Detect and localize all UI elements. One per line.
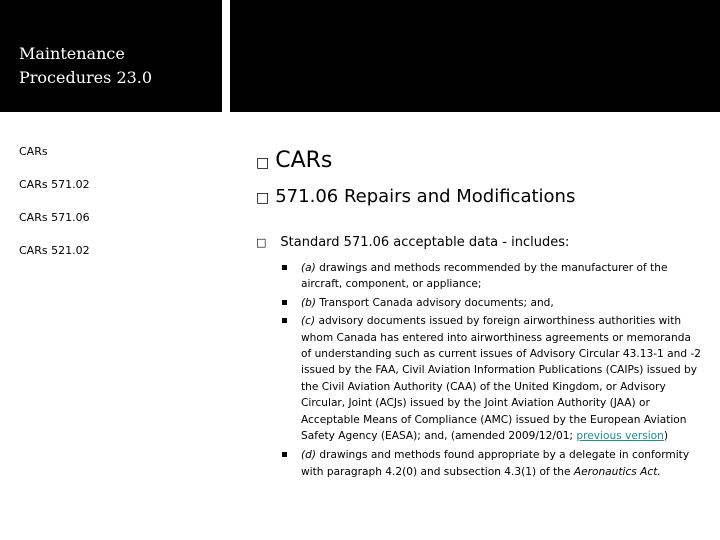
sub-heading <box>256 186 575 207</box>
slide-title-line2: Procedures 23.0 <box>19 68 153 87</box>
list-item <box>282 447 702 480</box>
box-bullet-icon: □ <box>256 236 267 249</box>
level1-text: Standard 571.06 acceptable data - includes: <box>280 235 570 250</box>
square-bullet-icon <box>282 318 287 323</box>
item-prefix: (a) <box>301 262 316 274</box>
list-item <box>282 260 702 293</box>
square-bullet-icon <box>282 300 287 305</box>
sidebar-item-cars[interactable]: CARs <box>19 145 48 158</box>
title-box <box>0 0 222 112</box>
square-bullet-icon <box>282 265 287 270</box>
slide-title-line1: Maintenance <box>19 44 125 63</box>
box-bullet-icon: □ <box>256 155 270 171</box>
item-prefix: (b) <box>301 296 316 309</box>
item-italic-tail: Aeronautics Act. <box>573 465 661 478</box>
header-banner <box>230 0 720 112</box>
item-text: advisory documents issued by foreign airworthiness authorities with whom Canada has entered into airworthiness agreements or memoranda of understanding such as current issues of Advisory Circular 43.13-1 and -2 issued by the FAA, Civil Aviation Information Publications (CAIPs) issued by the Civil Aviation Authority (CAA) of the United Kingdom, or Advisory Circular, Joint (ACJs) issued by the Joint Aviation Authority (JAA) or Acceptable Means of Compliance (AMC) issued by the European Aviation Safety Agency (EASA); and, (amended 2009/12/01; <box>301 315 702 443</box>
item-text: drawings and methods found appropriate by a delegate in conformity with paragraph 4.2(0) and subsection 4.3(1) of the <box>301 449 690 478</box>
square-bullet-icon <box>282 452 287 457</box>
box-bullet-icon: □ <box>256 190 270 206</box>
sub-heading-text: 571.06 Repairs and Modifications <box>275 186 576 207</box>
acceptable-data-list <box>282 260 702 480</box>
list-item <box>282 313 702 444</box>
sidebar-item-cars-571-02[interactable]: CARs 571.02 <box>19 178 90 191</box>
sidebar-item-cars-571-06[interactable]: CARs 571.06 <box>19 211 90 224</box>
main-heading-text: CARs <box>275 148 333 173</box>
slide-title <box>19 42 152 90</box>
item-text: drawings and methods recommended by the manufacturer of the aircraft, component, or appliance; <box>301 262 668 291</box>
level1-bullet <box>256 235 569 250</box>
item-prefix: (d) <box>301 449 316 462</box>
item-prefix: (c) <box>301 315 316 328</box>
item-suffix: ) <box>663 430 669 443</box>
main-heading <box>256 148 332 173</box>
list-item <box>282 295 702 311</box>
sidebar-item-cars-521-02[interactable]: CARs 521.02 <box>19 244 90 257</box>
previous-version-link[interactable]: previous version <box>576 430 664 443</box>
item-text: Transport Canada advisory documents; and, <box>316 296 554 309</box>
